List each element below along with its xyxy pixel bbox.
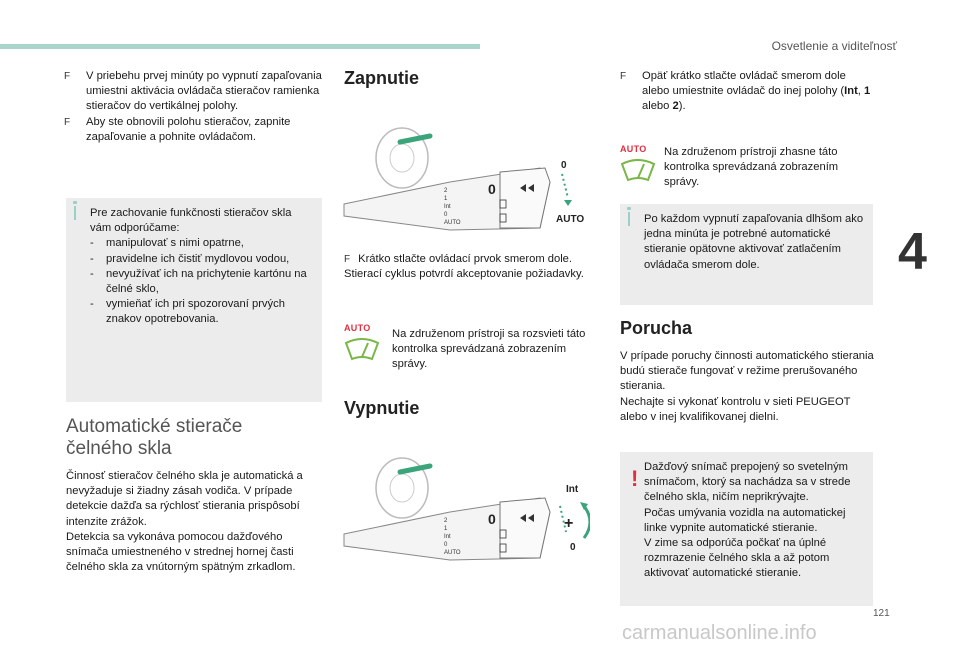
info-intro: Pre zachovanie funkčnosti stieračov skla vám odporúčame: <box>90 207 292 235</box>
chapter-number: 4 <box>898 223 927 281</box>
auto-label: AUTO <box>344 323 371 333</box>
curved-arrow-icon <box>584 506 590 538</box>
svg-text:+: + <box>564 515 574 532</box>
bullet-text: Aby ste obnovili polohu stieračov, zapnite zapaľovanie a pohnite ovládačom. <box>86 115 291 143</box>
stalk-mark: AUTO <box>444 550 461 556</box>
zapnutie-heading: Zapnutie <box>344 68 419 88</box>
position-label-bottom: 0 <box>570 542 576 553</box>
care-info-box <box>66 198 322 402</box>
auto-wiper-indicator-on <box>344 323 384 363</box>
off-indicator-text: Na združenom prístroji zhasne táto kontrolka sprevádzaná zobrazením správy. <box>664 146 839 189</box>
stalk-illustration-off <box>340 442 590 564</box>
reactivation-info-box <box>620 204 873 305</box>
section-title: Osvetlenie a viditeľnosť <box>771 39 897 53</box>
bullet-mark: F <box>64 71 71 82</box>
list-item: - nevyužívať ich na prichytenie kartónu na čelné sklo, <box>90 267 307 296</box>
stalk-mark: 2 <box>444 188 448 194</box>
info-text: Po každom vypnutí zapaľovania dlhšom ako jedna minúta je potrebné automatické stieranie opätovne aktivovať zatlačením ovládača smerom dole. <box>644 213 864 271</box>
position-label-top: Int <box>566 484 579 495</box>
list-item: - vymieňať ich pri spozorovaní prvých znakov opotrebovania. <box>90 298 285 326</box>
page-number: 121 <box>873 608 890 619</box>
list-item: - manipulovať s nimi opatrne, <box>90 237 244 250</box>
auto-wipers-heading: Automatické stierače čelného skla <box>66 416 243 459</box>
warning-text: Dažďový snímač prepojený so svetelným snímačom, ktorý sa nachádza sa v strede čelného skla, ničím neprikrývajte. Počas umývania vozidla na automatickej linke vypnite automatické stieranie. V zime sa odporúča počkať na úplné rozmrazenie čelného skla a až potom aktivovať automatické stieranie. <box>644 461 851 580</box>
stalk-illustration-on <box>340 112 590 234</box>
info-icon <box>628 212 630 226</box>
stalk-mark: AUTO <box>444 220 461 226</box>
care-list <box>90 236 314 327</box>
stalk-mark: Int <box>444 534 451 540</box>
stalk-mark: 0 <box>444 212 448 218</box>
left-bullets <box>64 69 322 145</box>
stalk-mark: Int <box>444 204 451 210</box>
warning-box <box>620 452 873 606</box>
bullet-text: V priebehu prvej minúty po vypnutí zapaľovania umiestni aktivácia ovládača stieračov ramienka stieračov do vertikálnej polohy. <box>86 70 322 113</box>
auto-wiper-icon <box>344 337 380 361</box>
bullet-item <box>64 115 322 145</box>
stalk-knob-label: 0 <box>488 181 496 197</box>
bullet-mark: F <box>620 71 627 82</box>
position-label-bottom: AUTO <box>556 214 585 225</box>
bullet-mark: F <box>64 116 71 128</box>
vypnutie-heading: Vypnutie <box>344 398 420 418</box>
auto-wiper-indicator-off <box>620 144 660 184</box>
stalk-mark: 0 <box>444 542 448 548</box>
stalk-knob-label: 0 <box>488 511 496 527</box>
porucha-text: V prípade poruchy činnosti automatického stierania budú stierače fungovať v režime prerušovaného stierania. Nechajte si vykonať kontrolu v sieti PEUGEOT alebo v inej kvalifikovanej dielni. <box>620 350 874 423</box>
auto-label: AUTO <box>620 144 647 154</box>
zapnutie-bullet: F Krátko stlačte ovládací prvok smerom dole. Stierací cyklus potvrdí akceptovanie požiadavky. <box>344 253 584 281</box>
header-accent-bar <box>0 44 480 49</box>
list-item: - pravidelne ich čistiť mydlovou vodou, <box>90 252 290 265</box>
warning-icon: ! <box>631 466 639 491</box>
arrow-down-icon <box>564 200 572 206</box>
info-icon <box>74 206 76 220</box>
auto-wipers-text: Činnosť stieračov čelného skla je automatická a nevyžaduje si žiadny zásah vodiča. V prípade detekcie dažďa sa rýchlosť stierania prispôsobí intenzite zrážok. Detekcia sa vykonáva pomocou dažďového snímača umiestneného v strednej hornej časti čelného skla za vnútorným spätným zrkadlom. <box>66 470 303 574</box>
stalk-mark: 1 <box>444 196 448 202</box>
bullet-item <box>64 69 322 115</box>
stalk-mark: 1 <box>444 526 448 532</box>
zapnutie-indicator-text: Na združenom prístroji sa rozsvieti táto kontrolka sprevádzaná zobrazením správy. <box>392 328 586 371</box>
stalk-mark: 2 <box>444 518 448 524</box>
porucha-heading: Porucha <box>620 318 693 338</box>
position-label-top: 0 <box>561 160 567 171</box>
auto-wiper-icon <box>620 158 656 182</box>
watermark: carmanualsonline.info <box>622 622 817 644</box>
right-bullet: F Opäť krátko stlačte ovládač smerom dole alebo umiestnite ovládač do inej polohy (Int, 1 alebo 2). <box>620 70 871 113</box>
